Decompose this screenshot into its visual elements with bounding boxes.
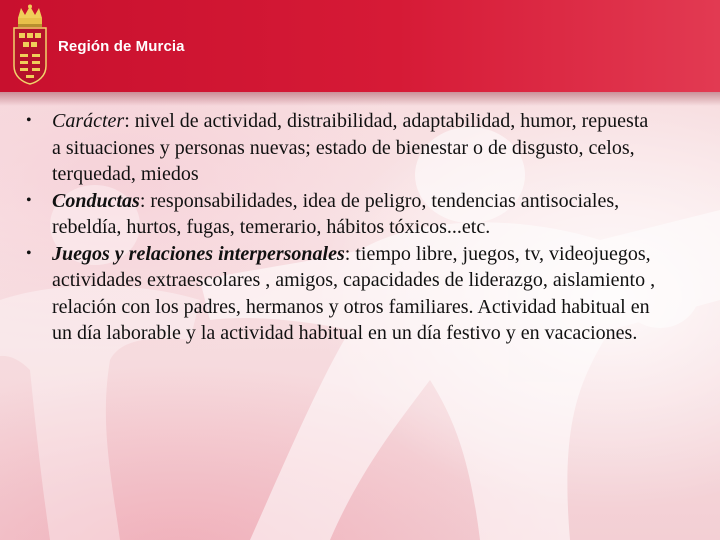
bullet-separator: :	[344, 242, 356, 265]
list-item	[22, 108, 662, 188]
list-item	[22, 188, 662, 241]
bullet-separator: :	[124, 110, 135, 132]
bullet-icon: •	[26, 112, 32, 129]
bullet-text: tiempo libre, juegos, tv, videojuegos, actividades extraescolares , amigos, capacidades de liderazgo, aislamiento , relación con los padres, hermanos y otros familiares. Actividad habitual en un día laborable y la actividad habitual en un día festivo y en vacaciones.	[52, 242, 656, 344]
bullet-term: Juegos y relaciones interpersonales	[52, 242, 345, 265]
list-item	[22, 241, 662, 347]
region-name: Región de Murcia	[58, 38, 185, 55]
bullet-separator: :	[139, 189, 151, 212]
bullet-list	[22, 108, 662, 347]
bullet-icon: •	[26, 191, 32, 209]
bullet-term: Carácter	[52, 110, 125, 132]
bullet-text: responsabilidades, idea de peligro, tendencias antisociales, rebeldía, hurtos, fugas, temerario, hábitos tóxicos...etc.	[52, 189, 620, 238]
header-shadow	[0, 92, 720, 106]
bullet-list-container	[22, 108, 662, 347]
bullet-term: Conductas	[52, 189, 140, 212]
bullet-text: nivel de actividad, distraibilidad, adaptabilidad, humor, repuesta a situaciones y personas nuevas; estado de bienestar o de disgusto, celos, terquedad, miedos	[52, 110, 649, 185]
region-murcia-coat-of-arms-icon	[10, 4, 50, 86]
bullet-icon: •	[26, 244, 32, 262]
